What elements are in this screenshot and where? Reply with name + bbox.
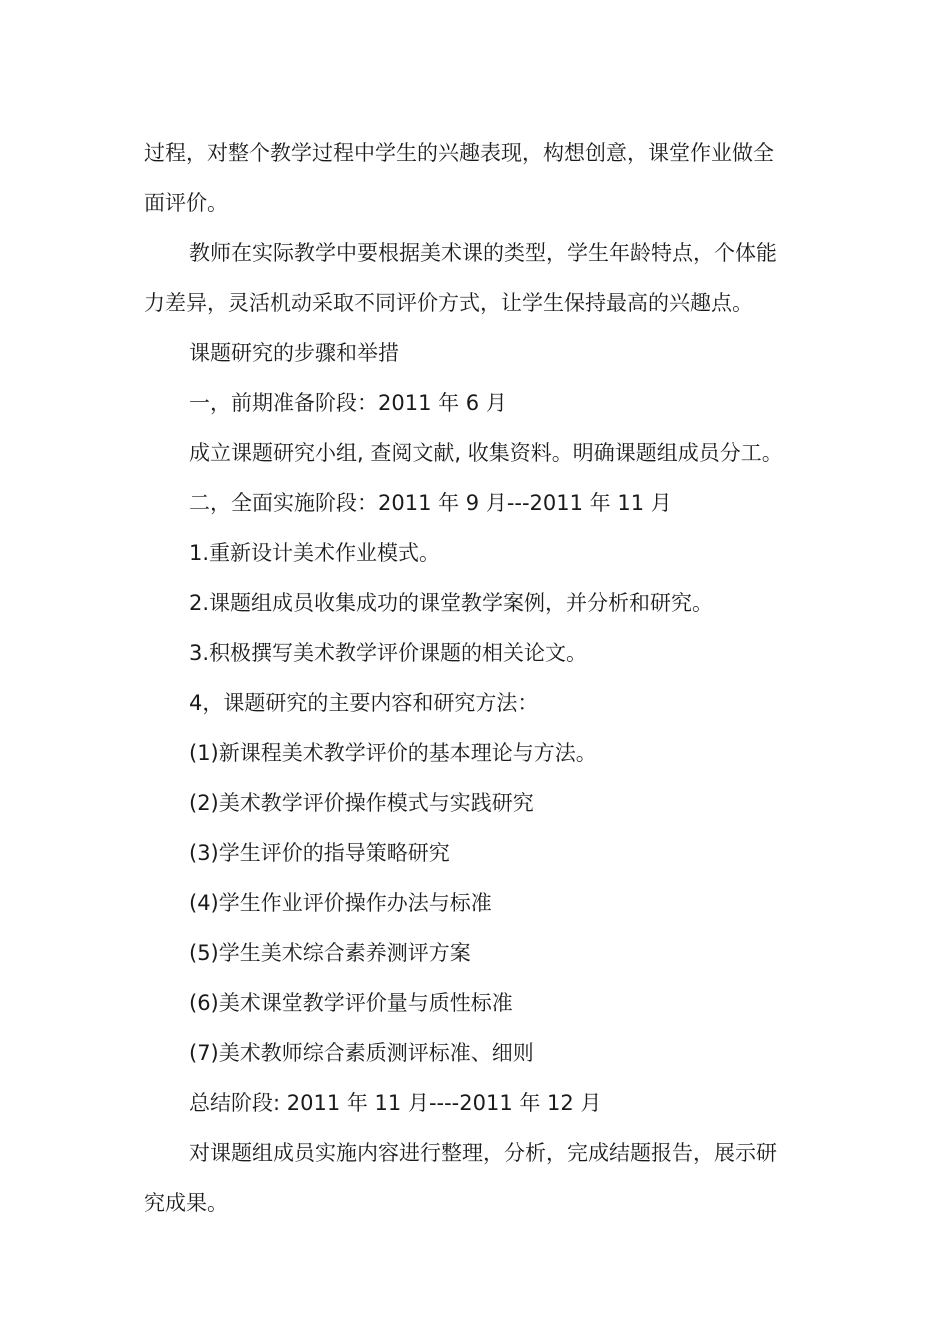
research-content-4: (4)学生作业评价操作办法与标准 xyxy=(189,891,492,915)
intro-paragraph-line-1: 过程，对整个教学过程中学生的兴趣表现，构想创意，课堂作业做全 xyxy=(144,141,774,165)
research-content-5: (5)学生美术综合素养测评方案 xyxy=(189,941,471,965)
teacher-paragraph xyxy=(144,228,812,328)
research-content-1: (1)新课程美术教学评价的基本理论与方法。 xyxy=(189,741,597,765)
teacher-paragraph-line-1: 教师在实际教学中要根据美术课的类型，学生年龄特点，个体能 xyxy=(189,241,777,265)
teacher-paragraph-line-2: 力差异，灵活机动采取不同评价方式，让学生保持最高的兴趣点。 xyxy=(144,291,753,315)
document-body xyxy=(144,128,812,1228)
section-heading: 课题研究的步骤和举措 xyxy=(189,341,399,365)
research-content-6: (6)美术课堂教学评价量与质性标准 xyxy=(189,991,513,1015)
phase2-item-2: 2.课题组成员收集成功的课堂教学案例，并分析和研究。 xyxy=(189,591,714,615)
phase2-item-4: 4，课题研究的主要内容和研究方法： xyxy=(189,691,539,715)
intro-paragraph-line-2: 面评价。 xyxy=(144,191,228,215)
summary-paragraph-line-2: 究成果。 xyxy=(144,1191,228,1215)
summary-paragraph xyxy=(144,1128,812,1228)
phase1-heading: 一，前期准备阶段：2011 年 6 月 xyxy=(189,391,507,415)
summary-heading: 总结阶段: 2011 年 11 月----2011 年 12 月 xyxy=(189,1091,602,1115)
summary-paragraph-line-1: 对课题组成员实施内容进行整理，分析，完成结题报告，展示研 xyxy=(189,1141,777,1165)
intro-paragraph xyxy=(144,128,812,228)
phase2-item-1: 1.重新设计美术作业模式。 xyxy=(189,541,441,565)
research-content-3: (3)学生评价的指导策略研究 xyxy=(189,841,450,865)
research-content-7: (7)美术教师综合素质测评标准、细则 xyxy=(189,1041,534,1065)
phase2-item-3: 3.积极撰写美术教学评价课题的相关论文。 xyxy=(189,641,588,665)
research-content-2: (2)美术教学评价操作模式与实践研究 xyxy=(189,791,534,815)
phase2-heading: 二，全面实施阶段：2011 年 9 月---2011 年 11 月 xyxy=(189,491,672,515)
phase1-text: 成立课题研究小组, 查阅文献, 收集资料。明确课题组成员分工。 xyxy=(189,441,783,465)
